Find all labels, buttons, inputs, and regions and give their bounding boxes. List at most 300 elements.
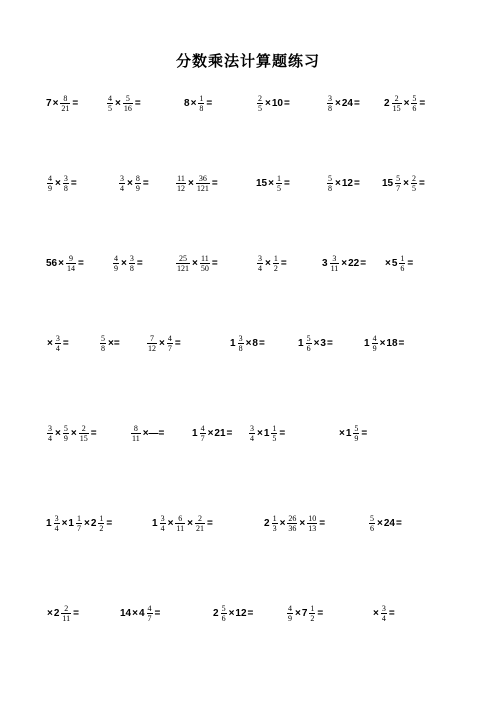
operator: =: [279, 427, 286, 439]
numerator: 4: [167, 333, 172, 343]
operator: =: [395, 517, 402, 529]
denominator: 8: [129, 263, 134, 273]
whole-part: 1: [192, 427, 198, 439]
fraction: [54, 514, 60, 533]
whole-part: 1: [298, 337, 304, 349]
denominator: 9: [48, 183, 52, 193]
operator: ×: [115, 97, 121, 109]
denominator: 6: [400, 263, 405, 273]
problem: [46, 248, 85, 278]
fraction: [257, 254, 263, 273]
numerator: 4: [200, 423, 205, 433]
fraction: [175, 514, 185, 533]
fraction: [306, 334, 312, 353]
operator: ×—=: [142, 427, 165, 439]
denominator: 50: [200, 263, 209, 273]
operator: ×: [188, 177, 194, 189]
operator: =: [353, 177, 360, 189]
operator: =: [280, 257, 287, 269]
fraction: [272, 514, 278, 533]
fraction: [198, 94, 204, 113]
whole-part: 2: [264, 517, 270, 529]
numerator: 4: [48, 173, 52, 183]
operator: ×: [58, 257, 64, 269]
denominator: 13: [308, 523, 317, 533]
fraction: [76, 514, 82, 533]
number: 24: [383, 517, 395, 529]
fraction: [98, 514, 104, 533]
mixed-number: [213, 604, 228, 623]
denominator: 7: [76, 523, 81, 533]
operator: =: [72, 97, 79, 109]
mixed-number: [264, 424, 279, 443]
numerator: 3: [48, 423, 52, 433]
number: 22: [348, 257, 360, 269]
fraction: [55, 334, 61, 353]
numerator: 2: [411, 173, 416, 183]
fraction: [287, 514, 297, 533]
denominator: 5: [411, 183, 416, 193]
numerator: 5: [370, 513, 374, 523]
problem: [364, 328, 405, 358]
numerator: 5: [63, 423, 68, 433]
denominator: 5: [276, 183, 281, 193]
operator: =: [62, 337, 69, 349]
denominator: 5: [108, 103, 112, 113]
problem: [112, 248, 144, 278]
numerator: 26: [288, 513, 297, 523]
operator: =: [136, 257, 143, 269]
fraction: [200, 254, 210, 273]
operator: ×: [121, 257, 127, 269]
denominator: 4: [55, 343, 60, 353]
fraction: [327, 94, 333, 113]
numerator: 8: [63, 93, 68, 103]
operator: ×: [335, 97, 341, 109]
number: 18: [386, 337, 398, 349]
whole-part: 1: [345, 427, 352, 439]
mixed-number: [302, 604, 317, 623]
numerator: 3: [258, 253, 262, 263]
operator: ×: [403, 177, 409, 189]
operator: =: [73, 607, 79, 619]
fraction: [129, 254, 135, 273]
problem-row: [0, 508, 496, 538]
fraction: [119, 174, 125, 193]
numerator: 9: [68, 253, 73, 263]
numerator: 11: [200, 253, 209, 263]
number: 15: [256, 177, 268, 189]
operator: =: [106, 517, 113, 529]
denominator: 6: [306, 343, 311, 353]
numerator: 1: [400, 253, 405, 263]
operator: ×: [228, 607, 235, 619]
numerator: 4: [147, 603, 152, 613]
fraction: [79, 424, 89, 443]
numerator: 2: [258, 93, 262, 103]
operator: =: [90, 427, 97, 439]
numerator: 1: [99, 513, 104, 523]
denominator: 9: [63, 433, 68, 443]
problem: [130, 418, 165, 448]
numerator: 8: [133, 423, 138, 433]
operator: =: [77, 257, 84, 269]
operator: ×: [295, 607, 301, 619]
denominator: 9: [288, 613, 292, 623]
operator: =: [226, 427, 233, 439]
denominator: 8: [238, 343, 243, 353]
problem: [146, 328, 182, 358]
problem: [286, 598, 324, 628]
whole-part: 2: [384, 97, 390, 109]
numerator: 1: [76, 513, 81, 523]
denominator: 9: [114, 263, 118, 273]
number: 8: [184, 97, 190, 109]
operator: ×: [61, 517, 68, 529]
fraction: [60, 94, 70, 113]
problem: [256, 88, 291, 118]
denominator: 7: [147, 613, 152, 623]
numerator: 25: [179, 253, 187, 263]
numerator: 1: [272, 423, 277, 433]
problem: [230, 328, 266, 358]
operator: ×: [167, 517, 174, 529]
problem: [384, 88, 426, 118]
denominator: 121: [196, 183, 209, 193]
denominator: 9: [354, 433, 359, 443]
denominator: 15: [392, 103, 401, 113]
denominator: 8: [101, 343, 105, 353]
operator: =: [247, 607, 254, 619]
numerator: 11: [177, 173, 185, 183]
mixed-number: [192, 424, 207, 443]
denominator: 14: [66, 263, 75, 273]
mixed-number: [346, 424, 361, 443]
number: 24: [341, 97, 353, 109]
numerator: 3: [238, 333, 243, 343]
fraction: [135, 174, 141, 193]
operator: =: [407, 257, 414, 269]
operator: ×: [279, 517, 286, 529]
denominator: 12: [177, 183, 185, 193]
fraction: [63, 174, 69, 193]
whole-part: 1: [364, 337, 370, 349]
numerator: 4: [108, 93, 112, 103]
whole-part: 1: [68, 517, 74, 529]
numerator: 3: [120, 173, 124, 183]
numerator: 3: [328, 93, 332, 103]
problem: [184, 88, 213, 118]
fraction: [221, 604, 227, 623]
numerator: 3: [129, 253, 134, 263]
problem: [256, 168, 291, 198]
fraction: [399, 254, 405, 273]
denominator: 5: [258, 103, 262, 113]
operator: =: [419, 97, 426, 109]
operator: ×: [373, 607, 379, 619]
denominator: 2: [310, 613, 315, 623]
problem: [382, 168, 426, 198]
numerator: 5: [101, 333, 105, 343]
problem: [256, 248, 288, 278]
fraction: [309, 604, 315, 623]
numerator: 3: [381, 603, 386, 613]
operator: ×: [335, 177, 341, 189]
fraction: [131, 424, 141, 443]
fraction: [411, 174, 417, 193]
whole-part: 2: [90, 517, 97, 529]
numerator: 2: [64, 603, 69, 613]
operator: ×: [47, 337, 53, 349]
numerator: 36: [198, 173, 207, 183]
fraction: [176, 174, 186, 193]
operator: ×: [299, 517, 306, 529]
problem: [175, 168, 219, 198]
numerator: 7: [150, 333, 154, 343]
denominator: 5: [272, 433, 277, 443]
fraction: [123, 94, 133, 113]
operator: ×: [47, 607, 53, 619]
number: 3: [320, 337, 326, 349]
whole-part: 2: [53, 607, 60, 619]
denominator: 11: [330, 263, 339, 273]
numerator: 2: [81, 423, 86, 433]
whole-part: 4: [138, 607, 145, 619]
denominator: 4: [258, 263, 262, 273]
numerator: 8: [135, 173, 140, 183]
denominator: 36: [288, 523, 297, 533]
denominator: 2: [273, 263, 278, 273]
whole-part: 1: [263, 427, 270, 439]
problem-row: [0, 328, 496, 358]
problem-row: [0, 248, 496, 278]
operator: ×: [159, 337, 165, 349]
problem: [368, 508, 403, 538]
fraction: [176, 254, 190, 273]
denominator: 8: [328, 103, 332, 113]
operator: ×: [257, 427, 263, 439]
operator: ×: [379, 337, 386, 349]
numerator: 1: [199, 93, 204, 103]
problem-row: [0, 418, 496, 448]
mixed-number: [152, 514, 167, 533]
denominator: 4: [160, 523, 165, 533]
fraction: [411, 94, 417, 113]
operator: =: [283, 97, 290, 109]
denominator: 8: [199, 103, 204, 113]
whole-part: 1: [46, 517, 52, 529]
problem: [338, 418, 368, 448]
denominator: 4: [250, 433, 254, 443]
whole-part: 15: [382, 177, 394, 189]
problem: [46, 168, 78, 198]
denominator: 4: [381, 613, 386, 623]
operator: ×: [268, 177, 274, 189]
mixed-number: [91, 514, 106, 533]
number: 21: [214, 427, 226, 439]
denominator: 4: [120, 183, 124, 193]
operator: ×: [127, 177, 133, 189]
problem: [326, 168, 361, 198]
mixed-number: [54, 604, 72, 623]
denominator: 6: [221, 613, 226, 623]
operator: ×: [377, 517, 383, 529]
problem: [106, 88, 142, 118]
operator: ×: [339, 427, 345, 439]
fraction: [307, 514, 317, 533]
operator: ×: [55, 177, 61, 189]
denominator: 6: [412, 103, 417, 113]
numerator: 3: [63, 173, 68, 183]
problem: [175, 248, 219, 278]
fraction: [330, 254, 340, 273]
fraction: [66, 254, 76, 273]
operator: =: [154, 607, 161, 619]
operator: ×=: [108, 337, 120, 349]
numerator: 5: [306, 333, 311, 343]
operator: ×: [207, 427, 214, 439]
denominator: 11: [62, 613, 71, 623]
fraction: [113, 254, 119, 273]
problem: [152, 508, 214, 538]
operator: ×: [192, 257, 198, 269]
problem: [248, 418, 286, 448]
problem: [192, 418, 233, 448]
numerator: 4: [114, 253, 118, 263]
fraction: [167, 334, 173, 353]
fraction: [287, 604, 293, 623]
whole-part: 1: [152, 517, 158, 529]
denominator: 6: [370, 523, 374, 533]
fraction: [392, 94, 402, 113]
mixed-number: [139, 604, 154, 623]
operator: =: [206, 97, 213, 109]
operator: =: [283, 177, 290, 189]
operator: =: [317, 607, 324, 619]
operator: ×: [245, 337, 252, 349]
denominator: 9: [135, 183, 140, 193]
whole-part: 3: [322, 257, 328, 269]
problem: [99, 328, 121, 358]
numerator: 6: [178, 513, 183, 523]
fraction: [47, 174, 53, 193]
denominator: 2: [99, 523, 104, 533]
numerator: 3: [55, 333, 60, 343]
operator: ×: [55, 427, 61, 439]
numerator: 3: [250, 423, 254, 433]
number: 56: [46, 257, 58, 269]
problem: [46, 88, 79, 118]
problem: [298, 328, 334, 358]
numerator: 10: [308, 513, 317, 523]
number: 12: [235, 607, 247, 619]
mixed-number: [382, 174, 402, 193]
problem: [118, 168, 150, 198]
operator: ×: [83, 517, 90, 529]
fraction: [195, 514, 205, 533]
operator: =: [326, 337, 333, 349]
fraction: [271, 424, 277, 443]
operator: =: [70, 177, 77, 189]
problem: [46, 418, 98, 448]
fraction: [238, 334, 244, 353]
operator: ×: [132, 607, 138, 619]
whole-part: 2: [213, 607, 219, 619]
denominator: 11: [176, 523, 185, 533]
fraction: [395, 174, 401, 193]
denominator: 11: [132, 433, 140, 443]
operator: =: [206, 517, 213, 529]
denominator: 4: [54, 523, 59, 533]
fraction: [327, 174, 333, 193]
operator: =: [418, 177, 425, 189]
denominator: 7: [167, 343, 172, 353]
problem-row: [0, 168, 496, 198]
operator: ×: [265, 97, 271, 109]
worksheet-title: 分数乘法计算题练习: [175, 52, 320, 70]
whole-part: 5: [391, 257, 398, 269]
number: 12: [341, 177, 353, 189]
mixed-number: [392, 254, 407, 273]
fraction: [276, 174, 282, 193]
problem: [384, 248, 414, 278]
whole-part: 1: [230, 337, 236, 349]
mixed-number: [230, 334, 245, 353]
numerator: 1: [273, 253, 278, 263]
fraction: [381, 604, 387, 623]
operator: ×: [313, 337, 320, 349]
mixed-number: [322, 254, 340, 273]
problem: [213, 598, 254, 628]
operator: =: [361, 427, 368, 439]
operator: ×: [190, 97, 197, 109]
number: 10: [271, 97, 283, 109]
operator: =: [258, 337, 265, 349]
problem-row: [0, 88, 496, 118]
number: 8: [252, 337, 258, 349]
operator: =: [398, 337, 405, 349]
operator: ×: [265, 257, 271, 269]
operator: ×: [70, 427, 77, 439]
denominator: 3: [272, 523, 277, 533]
problem: [264, 508, 326, 538]
fraction: [63, 424, 69, 443]
numerator: 4: [372, 333, 377, 343]
numerator: 5: [221, 603, 226, 613]
fraction: [196, 174, 210, 193]
mixed-number: [384, 94, 403, 113]
numerator: 5: [125, 93, 130, 103]
numerator: 1: [272, 513, 277, 523]
operator: =: [174, 337, 181, 349]
operator: ×: [341, 257, 348, 269]
number: 7: [46, 97, 52, 109]
operator: ×: [385, 257, 391, 269]
denominator: 15: [79, 433, 88, 443]
denominator: 12: [148, 343, 156, 353]
fraction: [200, 424, 206, 443]
operator: ×: [187, 517, 193, 529]
numerator: 2: [197, 513, 202, 523]
problem: [322, 248, 367, 278]
numerator: 5: [412, 93, 417, 103]
numerator: 3: [332, 253, 337, 263]
problem: [326, 88, 361, 118]
denominator: 9: [372, 343, 377, 353]
denominator: 8: [63, 183, 68, 193]
operator: =: [211, 257, 218, 269]
numerator: 4: [288, 603, 292, 613]
